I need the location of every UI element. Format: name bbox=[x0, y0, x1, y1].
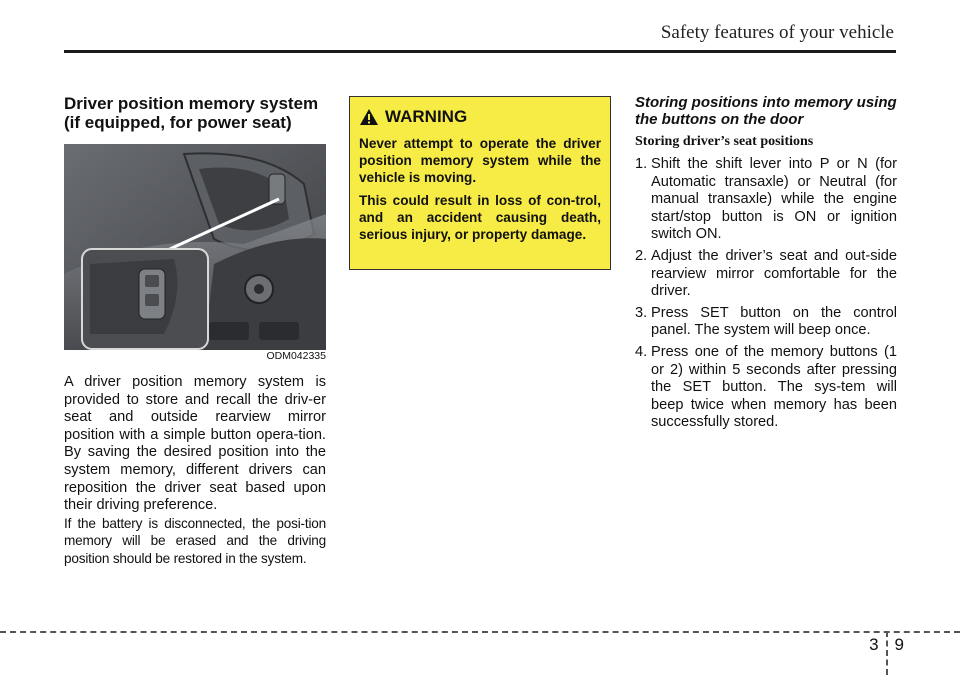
warning-header bbox=[359, 107, 601, 127]
list-item bbox=[635, 248, 897, 301]
step-text: Shift the shift lever into P or N (for Automatic transaxle) or Neutral (for manual transaxle) while the engine start/stop button is ON or ignition switch ON. bbox=[651, 156, 897, 243]
list-item bbox=[635, 156, 897, 244]
image-code-row bbox=[64, 350, 326, 364]
left-column bbox=[64, 94, 326, 568]
warning-triangle-icon bbox=[359, 108, 379, 126]
warning-title: WARNING bbox=[385, 107, 468, 126]
subsubsection-heading: Storing driver’s seat positions bbox=[635, 134, 814, 149]
step-text: Press SET button on the control panel. The system will beep once. bbox=[651, 304, 897, 339]
body-paragraph: A driver position memory system is provided to store and recall the driv-er seat and outside rearview mirror position with a simple button opera-tion. By saving the desired position into the system memory, different drivers can reposition the driver seat based upon their driving preference. bbox=[64, 374, 326, 514]
step-number: 2. bbox=[635, 247, 648, 264]
page-number bbox=[862, 631, 911, 675]
middle-column bbox=[349, 96, 611, 270]
step-text: Adjust the driver’s seat and out-side rearview mirror comfortable for the driver. bbox=[651, 247, 897, 300]
step-number: 3. bbox=[635, 304, 648, 321]
image-code: ODM042335 bbox=[266, 350, 326, 362]
list-item bbox=[635, 305, 897, 340]
list-item bbox=[635, 344, 897, 432]
door-panel-photo bbox=[64, 144, 326, 350]
warning-box bbox=[349, 96, 611, 270]
step-number: 1. bbox=[635, 156, 648, 172]
warning-text-1: Never attempt to operate the driver position memory system while the vehicle is moving. bbox=[359, 136, 601, 185]
step-text: Press one of the memory buttons (1 or 2) within 5 seconds after pressing the SET button. The sys-tem will beep twice when memory has been successfully stored. bbox=[651, 343, 897, 431]
footer-rule bbox=[0, 631, 960, 633]
page-header-title: Safety features of your vehicle bbox=[660, 22, 894, 43]
right-column bbox=[635, 94, 897, 436]
subsection-heading: Storing positions into memory using the buttons on the door bbox=[635, 94, 897, 128]
chapter-number: 3 bbox=[869, 635, 879, 654]
header-rule bbox=[64, 50, 896, 53]
steps-list bbox=[635, 156, 897, 432]
page-number-value: 9 bbox=[894, 635, 904, 654]
step-number: 4. bbox=[635, 343, 648, 360]
door-panel-illustration bbox=[64, 144, 326, 350]
body-paragraph-battery: If the battery is disconnected, the posi-tion memory will be erased and the driving position should be restored in the system. bbox=[64, 515, 326, 566]
section-heading: Driver position memory system (if equipped, for power seat) bbox=[64, 94, 319, 132]
warning-text-2: This could result in loss of con-trol, and an accident causing death, serious injury, or property damage. bbox=[359, 193, 601, 242]
